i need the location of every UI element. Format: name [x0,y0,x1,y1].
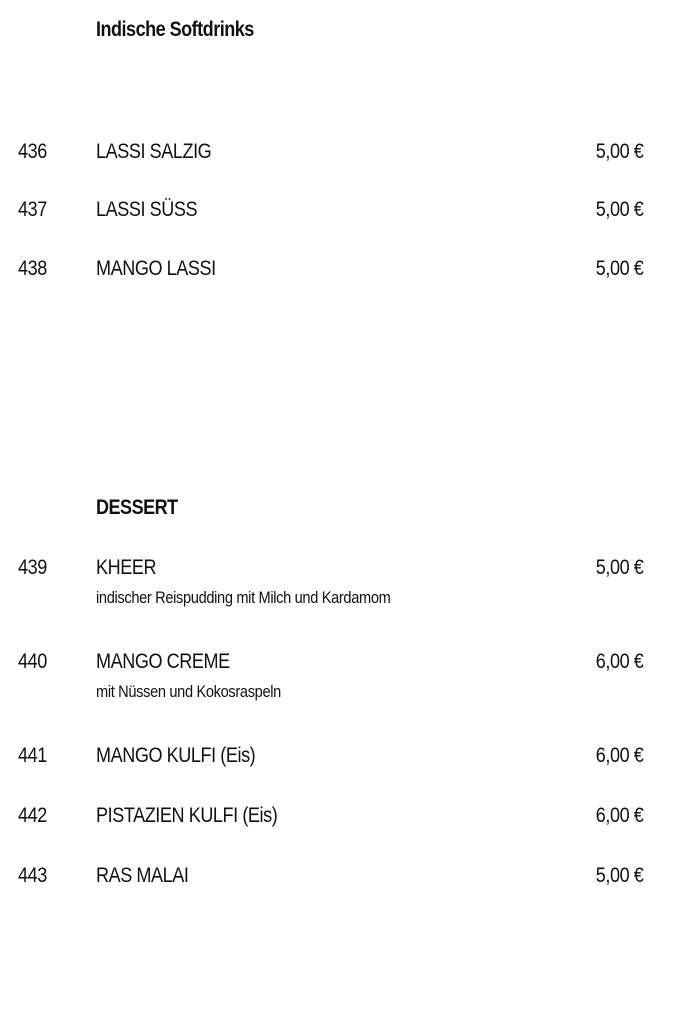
item-description: indischer Reispudding mit Milch und Kardamom [96,588,391,607]
item-name: MANGO KULFI (Eis) [96,744,256,767]
item-price: 5,00 € [595,257,643,280]
item-price: 5,00 € [595,198,643,221]
item-name: LASSI SALZIG [96,140,212,163]
item-name: PISTAZIEN KULFI (Eis) [96,804,278,827]
section-title-dessert: DESSERT [96,496,178,519]
item-name: LASSI SÜSS [96,198,198,221]
item-number: 436 [18,140,47,163]
item-price: 5,00 € [595,140,643,163]
item-name: MANGO LASSI [96,257,216,280]
section-title-softdrinks: Indische Softdrinks [96,18,254,41]
item-price: 5,00 € [595,864,643,887]
item-number: 443 [18,864,47,887]
item-number: 442 [18,804,47,827]
item-number: 440 [18,650,47,673]
item-name: KHEER [96,556,157,579]
item-price: 6,00 € [595,650,643,673]
item-name: RAS MALAI [96,864,189,887]
item-number: 439 [18,556,47,579]
item-number: 441 [18,744,47,767]
item-price: 6,00 € [595,744,643,767]
item-name: MANGO CREME [96,650,230,673]
item-number: 437 [18,198,47,221]
item-price: 6,00 € [595,804,643,827]
item-number: 438 [18,257,47,280]
item-description: mit Nüssen und Kokosraspeln [96,682,281,701]
item-price: 5,00 € [595,556,643,579]
